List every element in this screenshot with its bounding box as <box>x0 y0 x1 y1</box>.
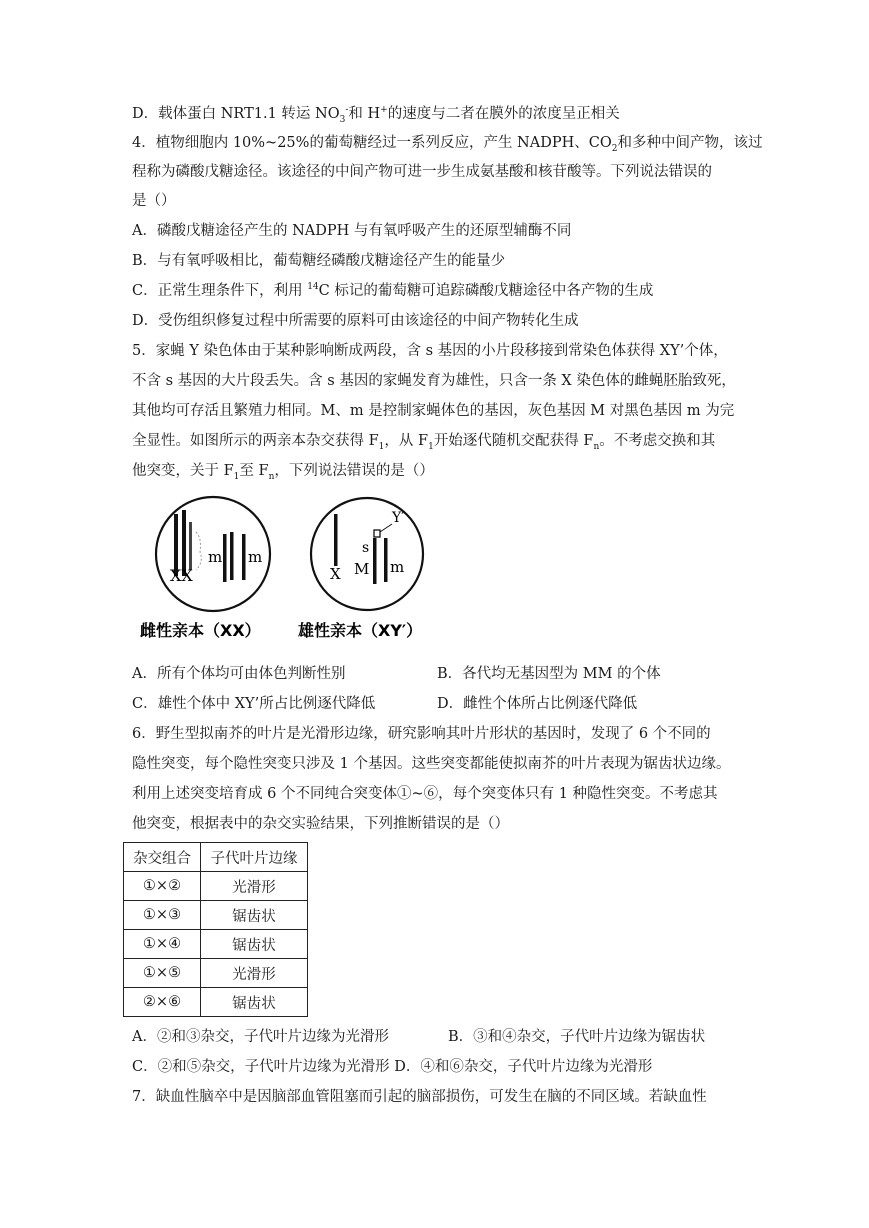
q5-stem-line5 <box>132 461 434 481</box>
q4-option-c-sup: 14 <box>307 282 319 293</box>
table-row <box>124 901 308 930</box>
q4-stem1-b: 和多种中间产物，该过 <box>617 135 763 151</box>
table-cell: 锯齿状 <box>201 930 308 959</box>
table-cell: 光滑形 <box>201 959 308 988</box>
q3-option-d-text-c: 的速度与二者在膜外的浓度呈正相关 <box>387 106 620 122</box>
female-cell <box>140 497 270 640</box>
male-label-yprime: Y′ <box>392 510 405 526</box>
q5-stem5-sub2: n <box>268 471 275 482</box>
table-header: 杂交组合 <box>124 843 201 872</box>
table-row <box>124 988 308 1017</box>
female-smudge <box>196 532 201 570</box>
q5-stem5-a: 他突变，关于 F <box>132 463 234 479</box>
table-cell: ①×⑤ <box>124 959 201 988</box>
cross-result-table <box>123 842 308 1017</box>
male-x-chromosome <box>334 514 338 566</box>
female-autosome-1 <box>223 534 227 582</box>
male-label-s: s <box>362 540 370 556</box>
chromosome-figure <box>130 492 460 652</box>
q6-option-b: B．③和④杂交，子代叶片边缘为锯齿状 <box>448 1029 706 1045</box>
table-cell: ①×③ <box>124 901 201 930</box>
q5-option-b: B．各代均无基因型为 MM 的个体 <box>437 666 661 682</box>
male-cell <box>298 498 423 640</box>
table-cell: 锯齿状 <box>201 988 308 1017</box>
q4-stem-line1 <box>132 133 762 153</box>
q5-stem5-c: ，下列说法错误的是（） <box>274 463 434 479</box>
q3-option-d-text-a: D．载体蛋白 NRT1.1 转运 NO <box>132 106 340 122</box>
q7-stem-line1: 7．缺血性脑卒中是因脑部血管阻塞而引起的脑部损伤，可发生在脑的不同区域。若缺血性 <box>132 1089 707 1105</box>
male-y-pointer <box>380 524 392 532</box>
male-s-fragment <box>374 530 380 537</box>
q4-option-a: A．磷酸戊糖途径产生的 NADPH 与有氧呼吸产生的还原型辅酶不同 <box>132 223 572 239</box>
q4-option-c-b: C 标记的葡萄糖可追踪磷酸戊糖途径中各产物的生成 <box>318 283 654 299</box>
q5-option-d: D．雌性个体所占比例逐代降低 <box>437 696 638 712</box>
q5-stem5-sub1: 1 <box>233 471 240 482</box>
male-label-x: X <box>330 565 341 583</box>
q5-stem-line3: 其他均可存活且繁殖力相同。M、m 是控制家蝇体色的基因，灰色基因 M 对黑色基因 m 为完 <box>132 403 735 419</box>
male-autosome-2 <box>384 538 388 582</box>
q4-option-d: D．受伤组织修复过程中所需要的原料可由该途径的中间产物转化生成 <box>132 313 579 329</box>
male-autosome-1 <box>373 538 377 584</box>
q5-stem4-sub2: 1 <box>428 441 434 452</box>
q4-stem-line2: 程称为磷酸戊糖途径。该途径的中间产物可进一步生成氨基酸和核苷酸等。下列说法错误的 <box>132 164 712 180</box>
table-cell: 锯齿状 <box>201 901 308 930</box>
q5-stem4-b: ，从 F <box>384 433 429 449</box>
male-caption: 雄性亲本（XY′） <box>298 621 423 640</box>
q4-option-c <box>132 281 653 301</box>
table-cell: ②×⑥ <box>124 988 201 1017</box>
female-label-xx: XX <box>170 566 193 585</box>
female-autosome-3 <box>242 534 246 580</box>
q5-option-c: C．雄性个体中 XY’所占比例逐代降低 <box>132 696 376 712</box>
q6-stem-line1: 6．野生型拟南芥的叶片是光滑形边缘，研究影响其叶片形状的基因时，发现了 6 个不同的 <box>132 726 711 742</box>
chromosome-figure-svg <box>130 492 460 652</box>
table-header: 子代叶片边缘 <box>201 843 308 872</box>
q5-stem4-sub1: 1 <box>378 441 385 452</box>
q3-option-d-sub: 3 <box>339 114 346 125</box>
q4-stem-line3: 是（） <box>132 193 176 209</box>
q5-stem4-c: 开始逐代随机交配获得 F <box>433 433 594 449</box>
table-row <box>124 959 308 988</box>
table-cell: ①×② <box>124 872 201 901</box>
q6-stem-line4: 他突变，根据表中的杂交实验结果，下列推断错误的是（） <box>132 816 509 832</box>
q5-stem4-a: 全显性。如图所示的两亲本杂交获得 F <box>132 433 379 449</box>
q5-stem-line2: 不含 s 基因的大片段丢失。含 s 基因的家蝇发育为雄性，只含一条 X 染色体的雌蝇胚胎致死， <box>132 373 736 389</box>
q4-option-c-a: C．正常生理条件下，利用 <box>132 283 308 299</box>
q3-option-d-sup2: + <box>380 105 388 116</box>
female-x-chromatid <box>189 522 192 570</box>
q5-stem5-b: 至 F <box>239 463 269 479</box>
q5-stem4-d: 。不考虑交换和其 <box>599 433 716 449</box>
q3-option-d-sup1: - <box>345 105 349 116</box>
table-header-row <box>124 843 308 872</box>
q6-stem-line2: 隐性突变，每个隐性突变只涉及 1 个基因。这些突变都能使拟南芥的叶片表现为锯齿状边缘。 <box>132 756 731 772</box>
table-row <box>124 872 308 901</box>
q6-option-cd: C．②和⑤杂交，子代叶片边缘为光滑形 D．④和⑥杂交，子代叶片边缘为光滑形 <box>132 1059 653 1075</box>
female-autosome-2 <box>230 532 234 580</box>
q6-stem-line3: 利用上述突变培育成 6 个不同纯合突变体①~⑥，每个突变体只有 1 种隐性突变。不考虑其 <box>132 786 718 802</box>
q5-stem-line1: 5．家蝇 Y 染色体由于某种影响断成两段，含 s 基因的小片段移接到常染色体获得 XY’个体， <box>132 343 728 359</box>
q6-option-a: A．②和③杂交，子代叶片边缘为光滑形 <box>132 1029 389 1045</box>
table-cell: 光滑形 <box>201 872 308 901</box>
q5-stem-line4 <box>132 431 715 451</box>
female-label-m1: m <box>208 548 223 566</box>
table-cell: ①×④ <box>124 930 201 959</box>
q4-stem1-a: 4．植物细胞内 10%~25%的葡萄糖经过一系列反应，产生 NADPH、CO <box>132 135 612 151</box>
q4-option-b: B．与有氧呼吸相比，葡萄糖经磷酸戊糖途径产生的能量少 <box>132 253 506 269</box>
female-label-m2: m <box>248 548 263 566</box>
female-caption: 雌性亲本（XX） <box>140 621 261 640</box>
table-row <box>124 930 308 959</box>
q4-stem1-sub: 2 <box>611 143 618 154</box>
q3-option-d-text-b: 和 H <box>348 106 381 122</box>
male-label-m-lower: m <box>390 558 405 576</box>
q3-option-d <box>132 104 620 124</box>
q5-option-a: A．所有个体均可由体色判断性别 <box>132 666 346 682</box>
male-label-m-upper: M <box>354 560 370 578</box>
q5-stem4-sub3: n <box>593 441 600 452</box>
